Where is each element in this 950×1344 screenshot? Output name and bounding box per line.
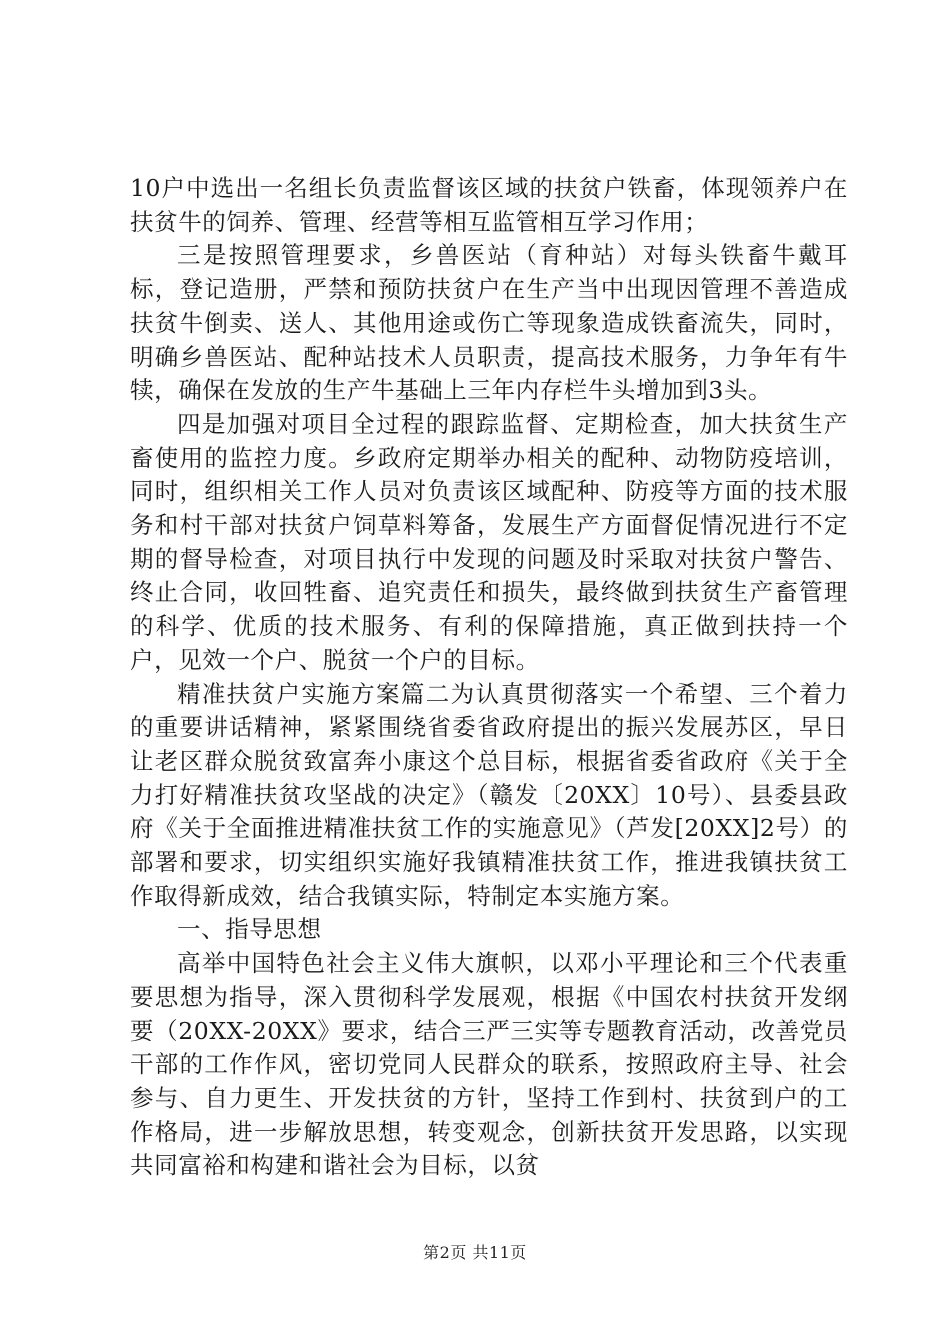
paragraph-item-three: 三是按照管理要求，乡兽医站（育种站）对每头铁畜牛戴耳标，登记造册，严禁和预防扶贫户在生产当中出现因管理不善造成扶贫牛倒卖、送人、其他用途或伤亡等现象造成铁畜流失，同时，明确乡兽医站、配种站技术人员职责，提高技术服务，力争年有牛犊，确保在发放的生产牛基础上三年内存栏牛头增加到3头。 xyxy=(130,241,848,405)
paragraph-plan-two-intro: 精准扶贫户实施方案篇二为认真贯彻落实一个希望、三个着力的重要讲话精神，紧紧围绕省委省政府提出的振兴发展苏区，早日让老区群众脱贫致富奔小康这个总目标，根据省委省政府《关于全力打好精准扶贫攻坚战的决定》（赣发〔20XX〕10号）、县委县政府《关于全面推进精准扶贫工作的实施意见》（芦发[20XX]2号）的部署和要求，切实组织实施好我镇精准扶贫工作，推进我镇扶贫工作取得新成效，结合我镇实际，特制定本实施方案。 xyxy=(130,679,848,910)
paragraph-guiding-ideology: 高举中国特色社会主义伟大旗帜，以邓小平理论和三个代表重要思想为指导，深入贯彻科学发展观，根据《中国农村扶贫开发纲要（20XX-20XX》要求，结合三严三实等专题教育活动，改善党员干部的工作作风，密切党同人民群众的联系，按照政府主导、社会参与、自力更生、开发扶贫的方针，坚持工作到村、扶贫到户的工作格局，进一步解放思想，转变观念，创新扶贫开发思路，以实现共同富裕和构建和谐社会为目标，以贫 xyxy=(130,949,848,1180)
paragraph-item-four: 四是加强对项目全过程的跟踪监督、定期检查，加大扶贫生产畜使用的监控力度。乡政府定期举办相关的配种、动物防疫培训，同时，组织相关工作人员对负责该区域配种、防疫等方面的技术服务和村干部对扶贫户饲草料筹备，发展生产方面督促情况进行不定期的督导检查，对项目执行中发现的问题及时采取对扶贫户警告、终止合同，收回牲畜、追究责任和损失，最终做到扶贫生产畜管理的科学、优质的技术服务、有利的保障措施，真正做到扶持一个户，见效一个户、脱贫一个户的目标。 xyxy=(130,409,848,674)
document-body xyxy=(130,172,848,1183)
paragraph-continued: 10户中选出一名组长负责监督该区域的扶贫户铁畜，体现领养户在扶贫牛的饲养、管理、经营等相互监管相互学习作用； xyxy=(130,174,848,236)
page-number-footer: 第2页 共11页 xyxy=(423,1243,527,1262)
section-heading-guiding-ideology: 一、指导思想 xyxy=(177,915,322,944)
